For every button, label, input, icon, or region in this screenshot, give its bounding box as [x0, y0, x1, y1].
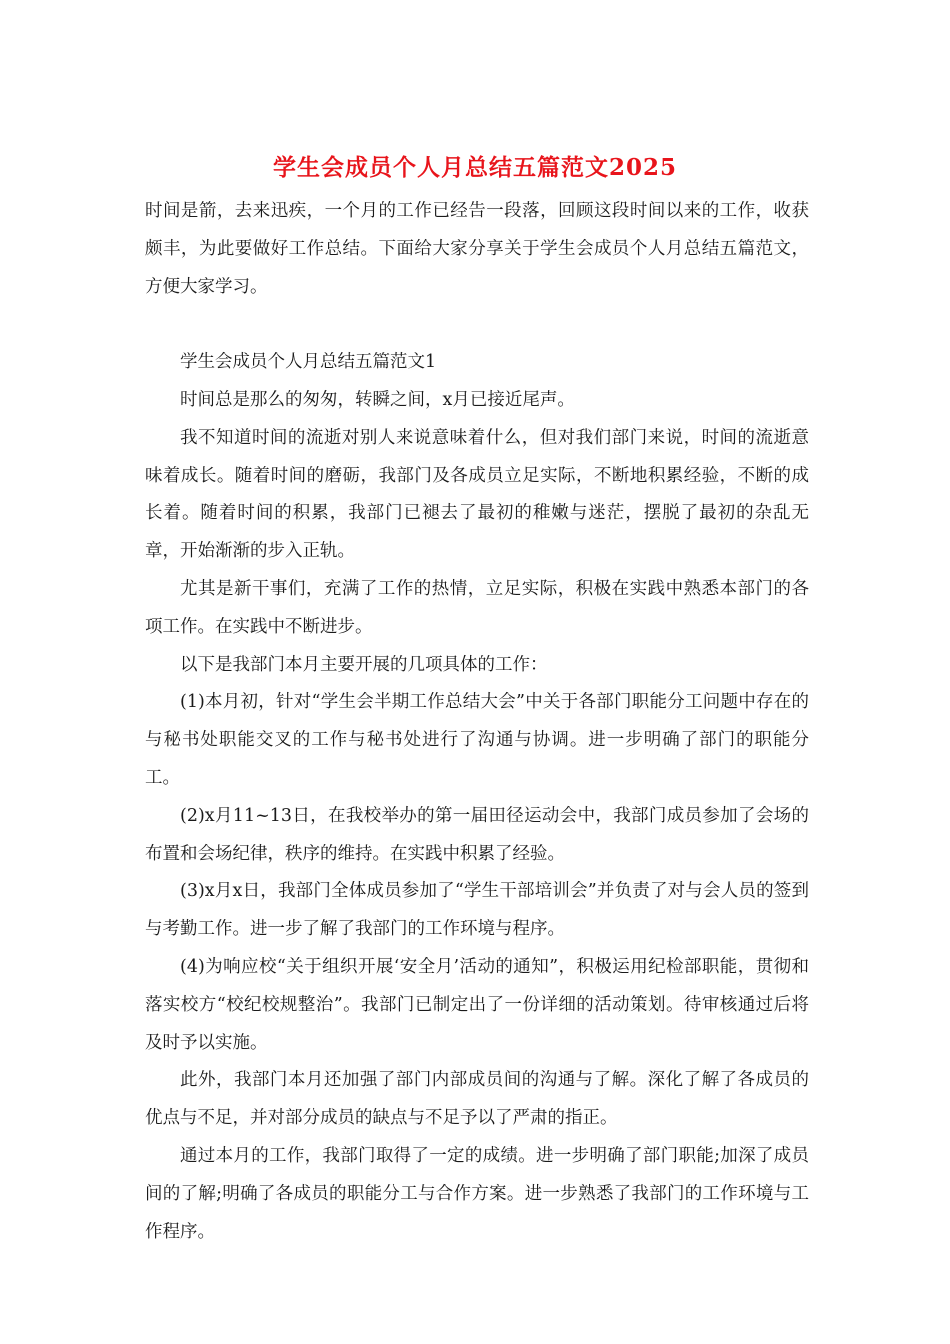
- document-title: 学生会成员个人月总结五篇范文2025: [272, 154, 677, 181]
- intro-paragraph: 时间是箭，去来迅疾，一个月的工作已经告一段落，回顾这段时间以来的工作，收获颇丰，为此要做好工作总结。下面给大家分享关于学生会成员个人月总结五篇范文，方便大家学习。: [145, 201, 809, 297]
- body-paragraph: 尤其是新干事们，充满了工作的热情，立足实际，积极在实践中熟悉本部门的各项工作。在实践中不断进步。: [145, 578, 809, 637]
- body-paragraph: 此外，我部门本月还加强了部门内部成员间的沟通与了解。深化了解了各成员的优点与不足，并对部分成员的缺点与不足予以了严肃的指正。: [145, 1070, 809, 1129]
- paragraph-spacer: [145, 306, 809, 344]
- list-item-paragraph: (4)为响应校“关于组织开展‘安全月’活动的通知”，积极运用纪检部职能，贯彻和落实校方“校纪校规整治”。我部门已制定出了一份详细的活动策划。待审核通过后将及时予以实施。: [145, 956, 809, 1053]
- section-heading: 学生会成员个人月总结五篇范文1: [180, 352, 437, 373]
- list-item-paragraph: (3)x月x日，我部门全体成员参加了“学生干部培训会”并负责了对与会人员的签到与考勤工作。进一步了解了我部门的工作环境与程序。: [145, 881, 809, 940]
- body-paragraph: 以下是我部门本月主要开展的几项具体的工作：: [180, 654, 548, 675]
- body-paragraph: 时间总是那么的匆匆，转瞬之间，x月已接近尾声。: [180, 389, 575, 410]
- body-paragraph: 通过本月的工作，我部门取得了一定的成绩。进一步明确了部门职能;加深了成员间的了解;明确了各成员的职能分工与合作方案。进一步熟悉了我部门的工作环境与工作程序。: [145, 1145, 809, 1242]
- document-body: [145, 193, 809, 1251]
- list-item-paragraph: (2)x月11~13日，在我校举办的第一届田径运动会中，我部门成员参加了会场的布置和会场纪律，秩序的维持。在实践中积累了经验。: [145, 805, 809, 864]
- list-item-paragraph: (1)本月初，针对“学生会半期工作总结大会”中关于各部门职能分工问题中存在的与秘书处职能交叉的工作与秘书处进行了沟通与协调。进一步明确了部门的职能分工。: [145, 692, 809, 788]
- body-paragraph: 我不知道时间的流逝对别人来说意味着什么，但对我们部门来说，时间的流逝意味着成长。随着时间的磨砺，我部门及各成员立足实际，不断地积累经验，不断的成长着。随着时间的积累，我部门已褪去了最初的稚嫩与迷茫，摆脱了最初的杂乱无章，开始渐渐的步入正轨。: [145, 427, 809, 562]
